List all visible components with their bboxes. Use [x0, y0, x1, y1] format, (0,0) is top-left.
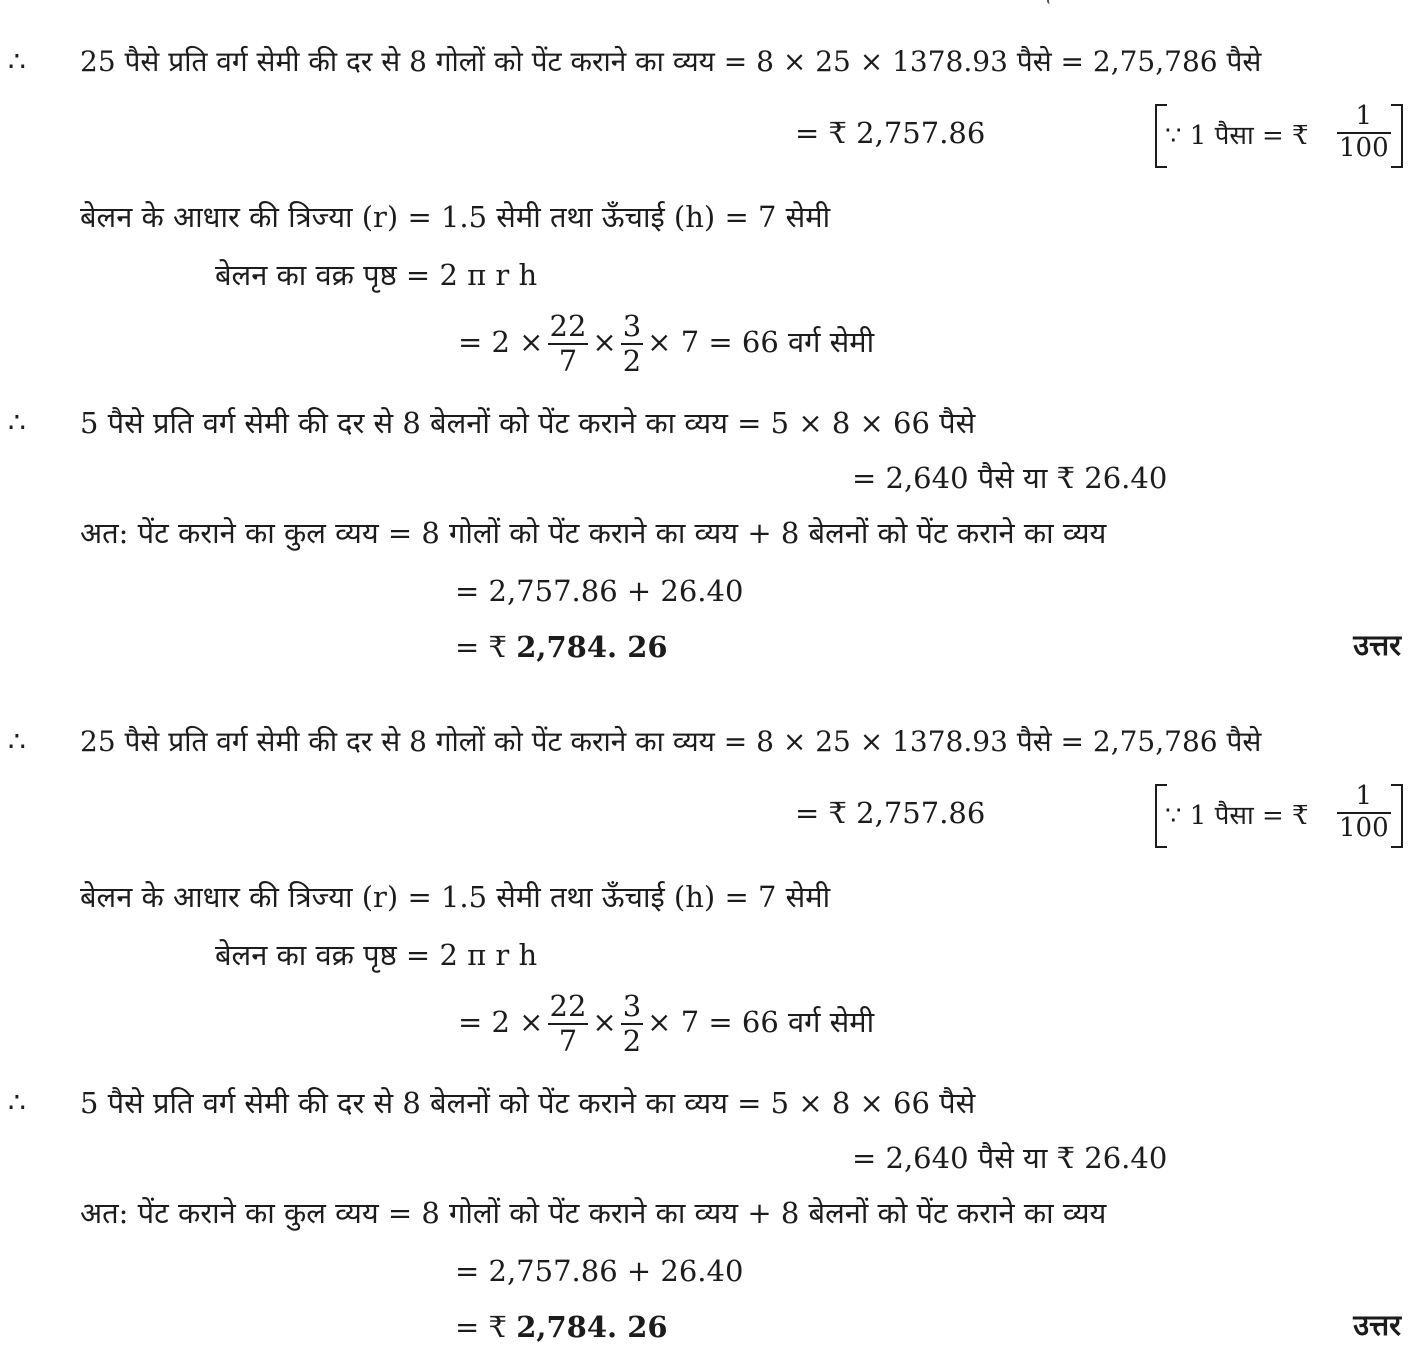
curved-surface-calculation: = 2 × $\frac{22}{7}$ × $\frac{3}{2}$ × 7 = 66 वर्ग सेमी [458, 988, 875, 1058]
total-cost-sum: = 2,757.86 + 26.40 [455, 1254, 744, 1288]
total-cost-result: = ₹ 2,784. 26 [455, 1310, 668, 1344]
fraction-22-over-7: $\frac{22}{7}$ [549, 308, 587, 378]
curved-surface-calculation: = 2 × $\frac{22}{7}$ × $\frac{3}{2}$ × 7 = 66 वर्ग सेमी [458, 308, 875, 378]
paisa-conversion-note [1155, 781, 1403, 848]
cylinder-curved-surface-formula: बेलन का वक्र पृष्ठ = 2 π r h [215, 938, 538, 972]
cylinder-dimensions-line: बेलन के आधार की त्रिज्या (r) = 1.5 सेमी तथा ऊँचाई (h) = 7 सेमी [80, 880, 831, 914]
fraction-3-over-2: $\frac{3}{2}$ [622, 308, 642, 378]
fraction-one-hundredth: $\frac{1}{100}$ [1339, 101, 1389, 163]
paisa-conversion-note [1155, 101, 1403, 168]
cylinder-painting-cost-line: 5 पैसे प्रति वर्ग सेमी की दर से 8 बेलनों को पेंट कराने का व्यय = 5 × 8 × 66 पैसे [80, 1086, 976, 1120]
solution-block [0, 680, 1411, 1349]
cylinder-dimensions-line: बेलन के आधार की त्रिज्या (r) = 1.5 सेमी तथा ऊँचाई (h) = 7 सेमी [80, 200, 831, 234]
therefore-symbol: ∴ [8, 45, 26, 78]
therefore-symbol: ∴ [8, 725, 26, 758]
sphere-cost-rupees: = ₹ 2,757.86 [795, 796, 986, 830]
sphere-cost-rupees: = ₹ 2,757.86 [795, 116, 986, 150]
cylinder-cost-result: = 2,640 पैसे या ₹ 26.40 [852, 461, 1168, 495]
total-cost-result: = ₹ 2,784. 26 [455, 630, 668, 664]
cylinder-curved-surface-formula: बेलन का वक्र पृष्ठ = 2 π r h [215, 258, 538, 292]
final-answer-value: 2,784. 26 [516, 630, 668, 664]
therefore-symbol: ∴ [8, 406, 26, 439]
cylinder-cost-result: = 2,640 पैसे या ₹ 26.40 [852, 1141, 1168, 1175]
paisa-conversion-text: ∵ 1 पैसा = ₹ [1165, 121, 1309, 151]
total-cost-line: अत: पेंट कराने का कुल व्यय = 8 गोलों को पेंट कराने का व्यय + 8 बेलनों को पेंट कराने का व्यय [80, 1196, 1107, 1230]
cylinder-painting-cost-line: 5 पैसे प्रति वर्ग सेमी की दर से 8 बेलनों को पेंट कराने का व्यय = 5 × 8 × 66 पैसे [80, 406, 976, 440]
answer-label: उत्तर [1353, 1308, 1401, 1342]
sphere-painting-cost-line: 25 पैसे प्रति वर्ग सेमी की दर से 8 गोलों को पेंट कराने का व्यय = 8 × 25 × 1378.93 पैसे = 2,75,786 पैसे [80, 45, 1262, 78]
sphere-painting-cost-line: 25 पैसे प्रति वर्ग सेमी की दर से 8 गोलों को पेंट कराने का व्यय = 8 × 25 × 1378.93 पैसे = 2,75,786 पैसे [80, 725, 1262, 758]
fraction-3-over-2: $\frac{3}{2}$ [622, 988, 642, 1058]
answer-label: उत्तर [1353, 628, 1401, 662]
final-answer-value: 2,784. 26 [516, 1310, 668, 1344]
fraction-22-over-7: $\frac{22}{7}$ [549, 988, 587, 1058]
paisa-conversion-text: ∵ 1 पैसा = ₹ [1165, 801, 1309, 831]
therefore-symbol: ∴ [8, 1086, 26, 1119]
total-cost-line: अत: पेंट कराने का कुल व्यय = 8 गोलों को पेंट कराने का व्यय + 8 बेलनों को पेंट कराने का व्यय [80, 516, 1107, 550]
fraction-one-hundredth: $\frac{1}{100}$ [1339, 781, 1389, 843]
total-cost-sum: = 2,757.86 + 26.40 [455, 574, 744, 608]
